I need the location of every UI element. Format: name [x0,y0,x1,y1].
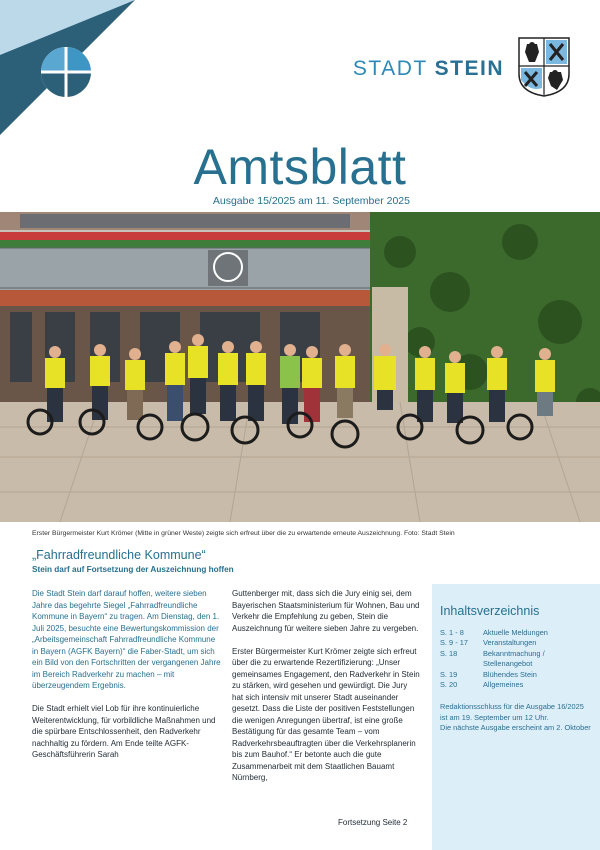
newsletter-title: Amtsblatt [193,139,407,195]
article-paragraph-1: Die Stadt erhielt viel Lob für ihre kontinuierliche Weiterentwicklung, für vorbildliche Maßnahmen und die spürbare Entschlossenheit, den Radverkehr nachhaltig zu fördern. Am Ende teilte AGFK-Geschäftsführerin Sarah [32,704,216,759]
next-issue-date: Die nächste Ausgabe erscheint am 2. Oktober [440,723,591,733]
toc-item-label: Veranstaltungen [483,638,537,648]
toc-item-pages: S. 18 [440,648,458,658]
toc-item[interactable] [440,628,592,638]
continued-note: Fortsetzung Seite 2 [338,818,408,827]
brand-wordmark [353,57,504,81]
stadt-logo-graphic [0,0,140,140]
issue-date: Ausgabe 15/2025 am 11. September 2025 [212,195,410,207]
article-column-1 [32,588,222,772]
cover-photo [0,212,600,522]
brand-word-stein: STEIN [434,57,504,80]
photo-caption: Erster Bürgermeister Kurt Krömer (Mitte in grüner Weste) zeigte sich erfreut über die zu erwartende erneute Auszeichnung. Foto: Stadt Stein [32,530,455,537]
toc-item-pages: S. 1 - 8 [440,628,464,637]
coat-of-arms-icon [517,36,571,98]
toc-item-pages: S. 20 [440,680,458,690]
article-column-2 [232,588,420,795]
article-paragraph-3: Erster Bürgermeister Kurt Krömer zeigte sich erfreut über die zu erwartende Rezertifizierung: „Unser gemeinsames Engagement, den Radverkehr in Stein zu stärken, wird gesehen und gewürdigt. Die Jury hat sich intensiv mit unserer Stadt auseinander gesetzt. Dass die Liste der positiven Feststellungen die wenigen Anregungen übertraf, ist eine große Bestätigung für das gesamte Team – vom Radverkehrsbeauftragten über die Verkehrsplanerin bis zum Bauhof.“ Er betonte auch die gute Zusammenarbeit mit dem Staatlichen Bauamt Nürnberg, [232,646,420,782]
toc-item-label: Blühendes Stein [483,669,537,679]
toc-item-label: Bekanntmachung / Stellenangebot [483,648,545,669]
toc-notes [440,702,592,733]
article-paragraph-2: Guttenberger mit, dass sich die Jury einig sei, dem Bayerischen Staatsministerium für Wohnen, Bau und Verkehr die Empfehlung zu geben, Stein die Auszeichnung für weitere sieben Jahre zu vergeben. [232,589,420,633]
article-headline: „Fahrradfreundliche Kommune“ [32,548,206,562]
toc-item-pages: S. 9 - 17 [440,638,468,648]
article-subheadline: Stein darf auf Fortsetzung der Auszeichnung hoffen [32,565,234,574]
toc-item[interactable] [440,638,592,648]
toc-item-label: Aktuelle Meldungen [483,628,548,637]
toc-item[interactable] [440,680,592,690]
toc-item-label: Allgemeines [483,680,524,690]
brand-word-stadt: STADT [352,57,435,80]
table-of-contents [432,584,600,850]
toc-item[interactable] [440,649,592,670]
article-lead: Die Stadt Stein darf darauf hoffen, weitere sieben Jahre das begehrte Siegel „Fahrradfreundliche Kommune in Bayern“ zu tragen. Am Dienstag, den 1. Juli 2025, besuchte eine Bewertungskommission der „Arbeitsgemeinschaft Fahrradfreundliche Kommune in Bayern (AGFK Bayern)“ die Faber-Stadt, um sich ein Bild von den Fortschritten der vergangenen Jahre im Bereich Radverkehr zu machen – mit überzeugendem Ergebnis. [32,589,221,690]
toc-title: Inhaltsverzeichnis [440,604,540,618]
toc-item[interactable] [440,670,592,680]
toc-item-pages: S. 19 [440,669,458,679]
editorial-deadline: Redaktionsschluss für die Ausgabe 16/2025 ist am 19. September um 12 Uhr. [440,702,584,722]
